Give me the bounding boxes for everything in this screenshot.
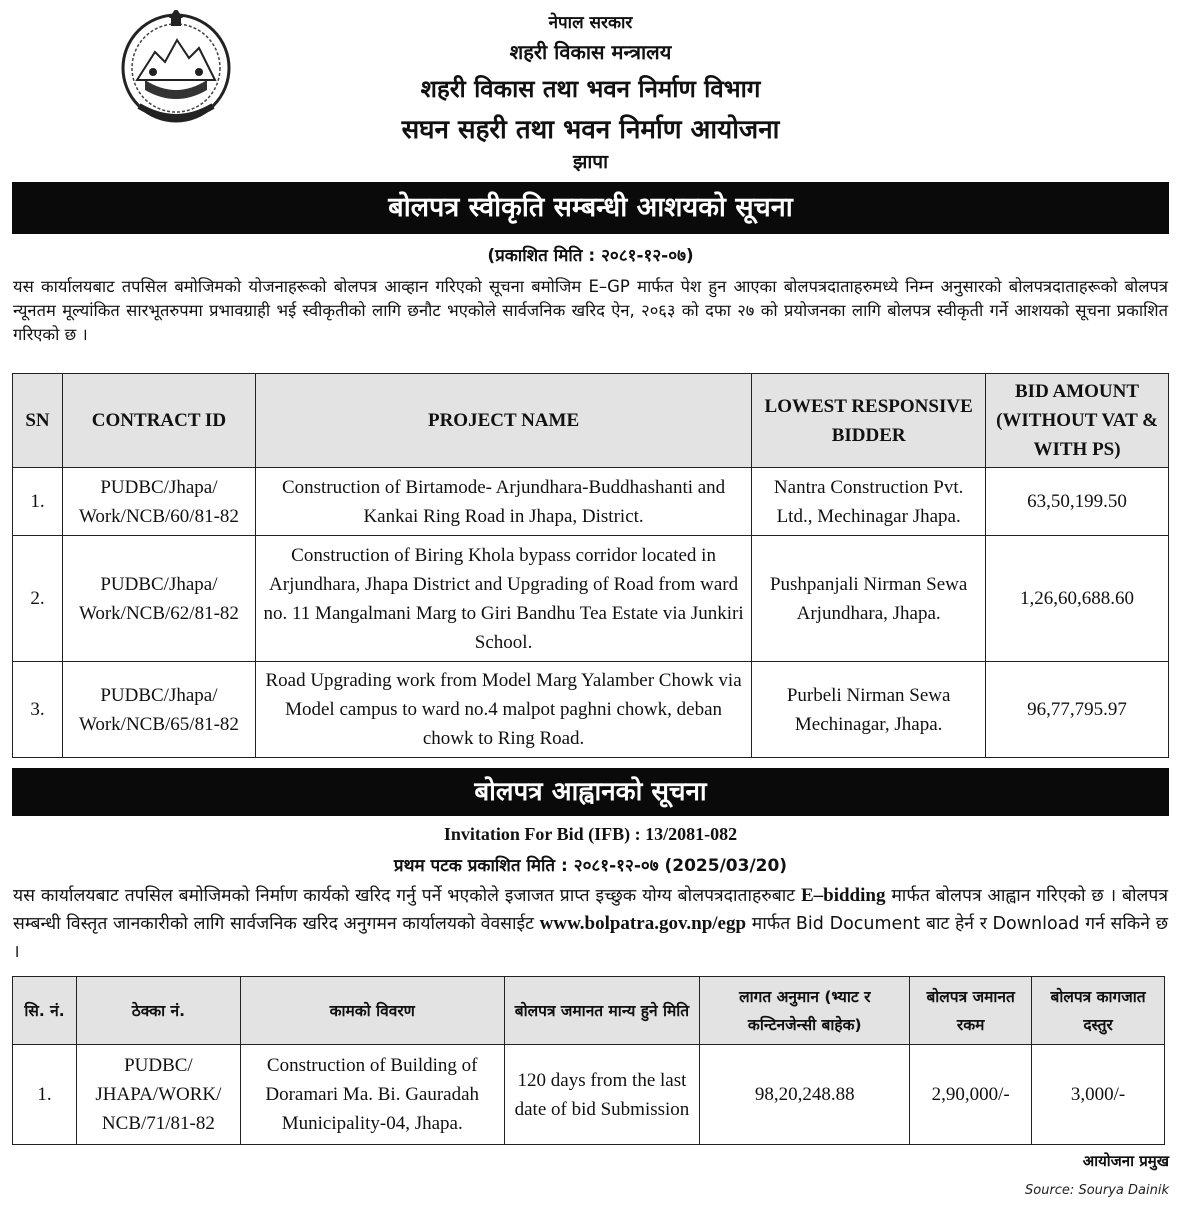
project-name-cell: Road Upgrading work from Model Marg Yalamber Chowk via Model campus to ward no.4 malpot paghni chowk, deban chowk to Ring Road. <box>255 662 751 758</box>
contract-id-cell: PUDBC/Jhapa/ Work/NCB/62/81-82 <box>62 536 255 662</box>
table-row <box>13 536 1169 662</box>
ifb-number: Invitation For Bid (IFB) : 13/2081-082 <box>443 824 738 844</box>
source-credit: Source: Sourya Dainik <box>1025 1183 1169 1198</box>
estimate-cell: 98,20,248.88 <box>700 1045 910 1145</box>
sn-cell: 3. <box>13 662 63 758</box>
bid-invitation-banner: बोलपत्र आह्वानको सूचना <box>12 768 1169 816</box>
first-published-date: प्रथम पटक प्रकाशित मिति : २०८१-१२-०७ (2025/03/20) <box>393 856 788 876</box>
table-row <box>13 468 1169 536</box>
amount-cell: 63,50,199.50 <box>986 468 1169 536</box>
project-name-cell: Construction of Biring Khola bypass corridor located in Arjundhara, Jhapa District and Upgrading of Road from ward no. 11 Mangalmani Marg to Giri Bandhu Tea Estate via Junkiri School. <box>255 536 751 662</box>
bidder-cell: Pushpanjali Nirman Sewa Arjundhara, Jhapa. <box>752 536 986 662</box>
award-notice-body: यस कार्यालयबाट तपसिल बमोजिमको योजनाहरूको बोलपत्र आव्हान गरिएको सूचना बमोजिम E–GP मार्फत पेश हुन आएका बोलपत्रदाताहरुमध्ये निम्न अनुसारको बोलपत्रदाताहरूको बोलपत्र न्यूनतम मूल्यांकित सारभूतरुपमा प्रभावग्राही भई स्वीकृतीको लागि छनौट भएकोले सार्वजनिक खरिद ऐन, २०६३ को दफा २७ को प्रयोजनका लागि बोलपत्र स्वीकृती गर्ने आशयको सूचना प्रकाशित गरिएको छ । <box>13 277 1168 344</box>
col-header-fee: बोलपत्र कागजात दस्तुर <box>1032 977 1165 1045</box>
award-notice-published-date: (प्रकाशित मिति : २०८१-१२-०७) <box>487 246 694 266</box>
table-row <box>13 662 1169 758</box>
col-header-bid-amount: BID AMOUNT (WITHOUT VAT & WITH PS) <box>986 374 1169 468</box>
col-header-description: कामको विवरण <box>240 977 504 1045</box>
security-cell: 2,90,000/- <box>910 1045 1032 1145</box>
body-text-part3: मार्फत Bid Document बाट हेर्न र Download गर्न सकिने छ । <box>13 914 1168 962</box>
award-table-header-row <box>13 374 1169 468</box>
invitation-table-header-row <box>13 977 1165 1045</box>
col-header-bidder: LOWEST RESPONSIVE BIDDER <box>752 374 986 468</box>
bid-invitation-table <box>12 976 1165 1145</box>
col-header-contract-no: ठेक्का नं. <box>76 977 240 1045</box>
sn-cell: 2. <box>13 536 63 662</box>
col-header-security: बोलपत्र जमानत रकम <box>910 977 1032 1045</box>
amount-cell: 1,26,60,688.60 <box>986 536 1169 662</box>
bolpatra-url-link[interactable]: www.bolpatra.gov.np/egp <box>539 913 747 934</box>
col-header-project-name: PROJECT NAME <box>255 374 751 468</box>
serial-cell: 1. <box>13 1045 77 1145</box>
fee-cell: 3,000/- <box>1032 1045 1165 1145</box>
award-notice-banner: बोलपत्र स्वीकृति सम्बन्धी आशयको सूचना <box>12 182 1169 234</box>
table-row <box>13 1045 1165 1145</box>
project-title: सघन सहरी तथा भवन निर्माण आयोजना <box>401 115 780 145</box>
department-title: शहरी विकास तथा भवन निर्माण विभाग <box>420 75 761 103</box>
col-header-contract-id: CONTRACT ID <box>62 374 255 468</box>
award-table <box>12 373 1169 758</box>
bidder-cell: Nantra Construction Pvt. Ltd., Mechinagar Jhapa. <box>752 468 986 536</box>
ministry-title: शहरी विकास मन्त्रालय <box>509 40 672 64</box>
validity-cell: 120 days from the last date of bid Submission <box>504 1045 700 1145</box>
sn-cell: 1. <box>13 468 63 536</box>
project-name-cell: Construction of Birtamode- Arjundhara-Buddhashanti and Kankai Ring Road in Jhapa, District. <box>255 468 751 536</box>
amount-cell: 96,77,795.97 <box>986 662 1169 758</box>
bidder-cell: Purbeli Nirman Sewa Mechinagar, Jhapa. <box>752 662 986 758</box>
bid-invitation-body <box>13 882 1168 966</box>
project-chief-signature: आयोजना प्रमुख <box>1082 1152 1169 1170</box>
col-header-sn: SN <box>13 374 63 468</box>
ebidding-text: E–bidding <box>800 885 886 906</box>
col-header-serial: सि. नं. <box>13 977 77 1045</box>
description-cell: Construction of Building of Doramari Ma. Bi. Gauradah Municipality-04, Jhapa. <box>240 1045 504 1145</box>
district-title: झापा <box>573 151 608 173</box>
col-header-validity: बोलपत्र जमानत मान्य हुने मिति <box>504 977 700 1045</box>
body-text-part2: मार्फत बोलपत्र आह्वान गरिएको छ । बोलपत्र सम्बन्धी विस्तृत जानकारीको लागि सार्वजनिक खरिद अनुगमन कार्यालयको वेवसाईट <box>13 886 1168 934</box>
contract-id-cell: PUDBC/Jhapa/ Work/NCB/65/81-82 <box>62 662 255 758</box>
contract-id-cell: PUDBC/Jhapa/ Work/NCB/60/81-82 <box>62 468 255 536</box>
government-title: नेपाल सरकार <box>548 13 633 33</box>
contract-no-cell: PUDBC/ JHAPA/WORK/ NCB/71/81-82 <box>76 1045 240 1145</box>
col-header-estimate: लागत अनुमान (भ्याट र कन्टिनजेन्सी बाहेक) <box>700 977 910 1045</box>
body-text-part1: यस कार्यालयबाट तपसिल बमोजिमको निर्माण कार्यको खरिद गर्नु पर्ने भएकोले इजाजत प्राप्त इच्छुक योग्य बोलपत्रदाताहरुबाट <box>13 886 796 906</box>
